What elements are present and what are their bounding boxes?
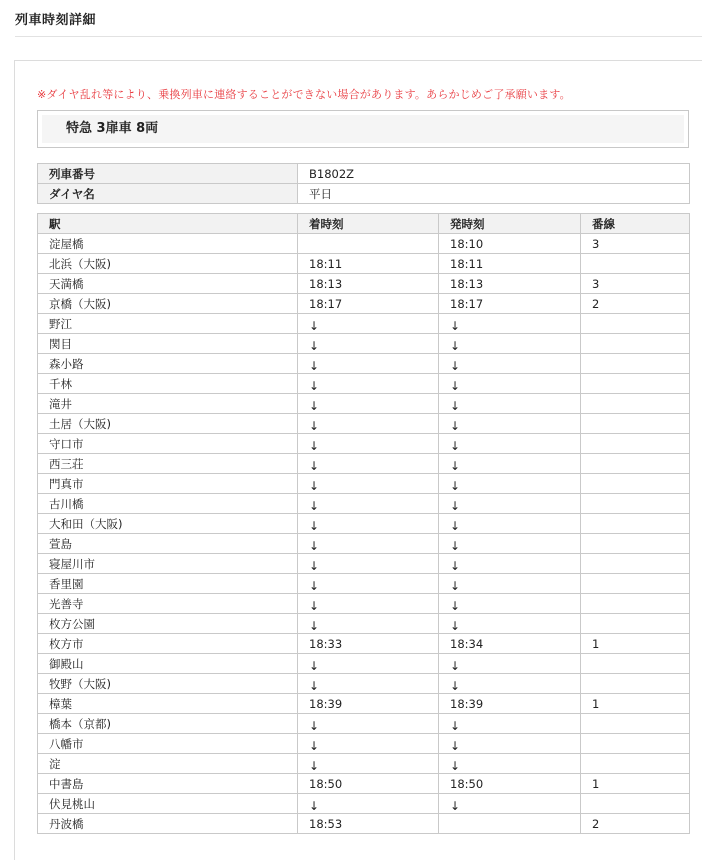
track-cell xyxy=(581,534,690,554)
arrival-cell: ↓ xyxy=(298,494,439,514)
track-cell xyxy=(581,354,690,374)
departure-cell: ↓ xyxy=(439,754,581,774)
departure-cell: 18:10 xyxy=(439,234,581,254)
header-arrival: 着時刻 xyxy=(298,214,439,234)
diagram-label: ダイヤ名 xyxy=(38,184,298,204)
table-row xyxy=(38,674,690,694)
station-cell: 枚方市 xyxy=(38,634,298,654)
departure-cell: ↓ xyxy=(439,614,581,634)
track-cell: 1 xyxy=(581,774,690,794)
departure-cell: ↓ xyxy=(439,494,581,514)
track-cell xyxy=(581,434,690,454)
departure-cell: ↓ xyxy=(439,394,581,414)
train-type-label: 特急 3扉車 8両 xyxy=(42,115,684,143)
departure-cell: ↓ xyxy=(439,574,581,594)
table-row xyxy=(38,234,690,254)
arrival-cell: ↓ xyxy=(298,594,439,614)
arrival-cell: ↓ xyxy=(298,414,439,434)
departure-cell: ↓ xyxy=(439,654,581,674)
arrival-cell: ↓ xyxy=(298,374,439,394)
departure-cell: ↓ xyxy=(439,414,581,434)
track-cell xyxy=(581,414,690,434)
track-cell xyxy=(581,554,690,574)
station-cell: 中書島 xyxy=(38,774,298,794)
train-number-label: 列車番号 xyxy=(38,164,298,184)
station-cell: 枚方公園 xyxy=(38,614,298,634)
track-cell xyxy=(581,494,690,514)
train-number-value: B1802Z xyxy=(298,164,690,184)
arrival-cell: ↓ xyxy=(298,314,439,334)
timetable-header-row xyxy=(38,214,690,234)
table-row xyxy=(38,454,690,474)
track-cell xyxy=(581,374,690,394)
arrival-cell: 18:11 xyxy=(298,254,439,274)
track-cell xyxy=(581,394,690,414)
train-info-table xyxy=(37,163,690,204)
station-cell: 淀 xyxy=(38,754,298,774)
departure-cell: ↓ xyxy=(439,734,581,754)
departure-cell: ↓ xyxy=(439,674,581,694)
track-cell xyxy=(581,674,690,694)
station-cell: 西三荘 xyxy=(38,454,298,474)
departure-cell: ↓ xyxy=(439,354,581,374)
departure-cell: 18:50 xyxy=(439,774,581,794)
departure-cell: 18:34 xyxy=(439,634,581,654)
arrival-cell: 18:33 xyxy=(298,634,439,654)
table-row xyxy=(38,734,690,754)
table-row xyxy=(38,374,690,394)
arrival-cell: 18:53 xyxy=(298,814,439,834)
station-cell: 土居（大阪) xyxy=(38,414,298,434)
departure-cell: 18:13 xyxy=(439,274,581,294)
departure-cell: 18:17 xyxy=(439,294,581,314)
table-row xyxy=(38,694,690,714)
station-cell: 香里園 xyxy=(38,574,298,594)
track-cell xyxy=(581,714,690,734)
track-cell xyxy=(581,334,690,354)
station-cell: 北浜（大阪) xyxy=(38,254,298,274)
track-cell: 1 xyxy=(581,694,690,714)
station-cell: 萱島 xyxy=(38,534,298,554)
table-row xyxy=(38,474,690,494)
table-row xyxy=(38,494,690,514)
header-track: 番線 xyxy=(581,214,690,234)
departure-cell: ↓ xyxy=(439,594,581,614)
departure-cell: ↓ xyxy=(439,314,581,334)
station-cell: 淀屋橋 xyxy=(38,234,298,254)
track-cell xyxy=(581,574,690,594)
table-row xyxy=(38,594,690,614)
arrival-cell: ↓ xyxy=(298,754,439,774)
table-row xyxy=(38,814,690,834)
table-row xyxy=(38,794,690,814)
track-cell: 3 xyxy=(581,274,690,294)
table-row xyxy=(38,534,690,554)
station-cell: 森小路 xyxy=(38,354,298,374)
arrival-cell: ↓ xyxy=(298,514,439,534)
station-cell: 寝屋川市 xyxy=(38,554,298,574)
table-row xyxy=(38,294,690,314)
track-cell xyxy=(581,514,690,534)
table-row xyxy=(38,654,690,674)
table-row xyxy=(38,274,690,294)
station-cell: 八幡市 xyxy=(38,734,298,754)
header-station: 駅 xyxy=(38,214,298,234)
track-cell xyxy=(581,594,690,614)
station-cell: 滝井 xyxy=(38,394,298,414)
departure-cell: ↓ xyxy=(439,554,581,574)
table-row xyxy=(38,774,690,794)
departure-cell xyxy=(439,814,581,834)
arrival-cell: ↓ xyxy=(298,574,439,594)
station-cell: 伏見桃山 xyxy=(38,794,298,814)
arrival-cell: ↓ xyxy=(298,614,439,634)
track-cell xyxy=(581,614,690,634)
track-cell xyxy=(581,454,690,474)
track-cell xyxy=(581,314,690,334)
table-row xyxy=(38,414,690,434)
arrival-cell: ↓ xyxy=(298,674,439,694)
arrival-cell: ↓ xyxy=(298,534,439,554)
arrival-cell: ↓ xyxy=(298,714,439,734)
train-type-box xyxy=(37,110,689,148)
table-row xyxy=(38,434,690,454)
table-row xyxy=(38,334,690,354)
station-cell: 橋本（京都) xyxy=(38,714,298,734)
train-number-row xyxy=(38,164,690,184)
arrival-cell: 18:50 xyxy=(298,774,439,794)
departure-cell: 18:39 xyxy=(439,694,581,714)
departure-cell: ↓ xyxy=(439,794,581,814)
track-cell: 2 xyxy=(581,294,690,314)
station-cell: 牧野（大阪) xyxy=(38,674,298,694)
track-cell xyxy=(581,654,690,674)
departure-cell: ↓ xyxy=(439,434,581,454)
departure-cell: ↓ xyxy=(439,374,581,394)
arrival-cell: ↓ xyxy=(298,734,439,754)
station-cell: 関目 xyxy=(38,334,298,354)
arrival-cell: ↓ xyxy=(298,654,439,674)
diagram-value: 平日 xyxy=(298,184,690,204)
station-cell: 守口市 xyxy=(38,434,298,454)
table-row xyxy=(38,614,690,634)
diagram-row xyxy=(38,184,690,204)
arrival-cell: ↓ xyxy=(298,454,439,474)
arrival-cell: ↓ xyxy=(298,394,439,414)
arrival-cell xyxy=(298,234,439,254)
track-cell xyxy=(581,254,690,274)
departure-cell: ↓ xyxy=(439,534,581,554)
table-row xyxy=(38,314,690,334)
arrival-cell: ↓ xyxy=(298,554,439,574)
station-cell: 古川橋 xyxy=(38,494,298,514)
track-cell xyxy=(581,794,690,814)
timetable-body xyxy=(38,234,690,834)
station-cell: 野江 xyxy=(38,314,298,334)
station-cell: 御殿山 xyxy=(38,654,298,674)
track-cell: 1 xyxy=(581,634,690,654)
station-cell: 天満橋 xyxy=(38,274,298,294)
station-cell: 大和田（大阪) xyxy=(38,514,298,534)
table-row xyxy=(38,354,690,374)
station-cell: 丹波橋 xyxy=(38,814,298,834)
departure-cell: ↓ xyxy=(439,334,581,354)
table-row xyxy=(38,714,690,734)
page-title: 列車時刻詳細 xyxy=(15,13,97,28)
table-row xyxy=(38,754,690,774)
arrival-cell: ↓ xyxy=(298,354,439,374)
station-cell: 門真市 xyxy=(38,474,298,494)
arrival-cell: 18:13 xyxy=(298,274,439,294)
track-cell: 3 xyxy=(581,234,690,254)
table-row xyxy=(38,634,690,654)
station-cell: 京橋（大阪) xyxy=(38,294,298,314)
arrival-cell: ↓ xyxy=(298,794,439,814)
arrival-cell: 18:17 xyxy=(298,294,439,314)
station-cell: 光善寺 xyxy=(38,594,298,614)
station-cell: 樟葉 xyxy=(38,694,298,714)
arrival-cell: ↓ xyxy=(298,474,439,494)
departure-cell: 18:11 xyxy=(439,254,581,274)
track-cell: 2 xyxy=(581,814,690,834)
arrival-cell: 18:39 xyxy=(298,694,439,714)
title-divider xyxy=(15,36,702,37)
table-row xyxy=(38,554,690,574)
track-cell xyxy=(581,734,690,754)
departure-cell: ↓ xyxy=(439,474,581,494)
timetable xyxy=(37,213,690,834)
arrival-cell: ↓ xyxy=(298,434,439,454)
departure-cell: ↓ xyxy=(439,514,581,534)
table-row xyxy=(38,514,690,534)
track-cell xyxy=(581,754,690,774)
table-row xyxy=(38,254,690,274)
header-departure: 発時刻 xyxy=(439,214,581,234)
departure-cell: ↓ xyxy=(439,714,581,734)
track-cell xyxy=(581,474,690,494)
arrival-cell: ↓ xyxy=(298,334,439,354)
table-row xyxy=(38,394,690,414)
delay-notice: ※ダイヤ乱れ等により、乗換列車に連絡することができない場合があります。あらかじめご了承願います。 xyxy=(37,88,571,101)
station-cell: 千林 xyxy=(38,374,298,394)
table-row xyxy=(38,574,690,594)
departure-cell: ↓ xyxy=(439,454,581,474)
